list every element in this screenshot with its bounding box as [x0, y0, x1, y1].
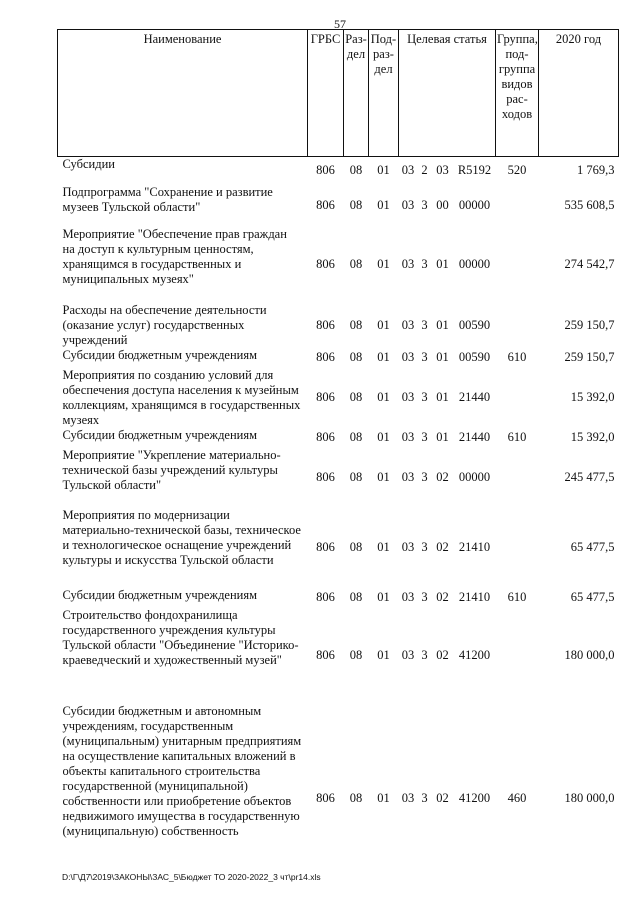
page-number: 57: [334, 17, 346, 31]
row-target-program: 03: [401, 198, 415, 212]
row-expense-group: [496, 303, 539, 348]
row-expense-group: 610: [507, 350, 527, 364]
row-target-program: 03: [401, 470, 415, 484]
row-expense-group: [496, 185, 539, 227]
row-target-direction: 21410: [458, 540, 491, 554]
header-expense-group: Группа, под-группа видов рас-ходов: [496, 30, 539, 157]
row-target-program: 03: [401, 257, 415, 271]
row-name: Мероприятия по модернизации материально-технической базы, техническое и технологическое оснащение учреждений культуры и искусства Тульской области: [62, 507, 301, 567]
row-target-direction: 00000: [458, 257, 491, 271]
row-sum: 15 392,0: [570, 430, 615, 444]
row-target-subprogram: 3: [421, 791, 428, 805]
table-row: [58, 508, 619, 588]
header-year-2020: 2020 год: [539, 30, 619, 157]
row-name: Субсидии: [62, 157, 115, 171]
table-row: [58, 608, 619, 704]
row-podrazdel: 01: [377, 390, 390, 404]
row-target-program: 03: [401, 350, 415, 364]
table-header-row: [58, 30, 619, 157]
row-sum: 274 542,7: [564, 257, 615, 271]
row-grbs: 806: [316, 430, 335, 444]
row-sum: 65 477,5: [570, 540, 615, 554]
row-target-event: 01: [436, 257, 449, 271]
row-grbs: 806: [316, 540, 335, 554]
row-razdel: 08: [349, 590, 363, 604]
row-podrazdel: 01: [377, 791, 390, 805]
row-target-program: 03: [401, 317, 415, 332]
row-razdel: 08: [349, 470, 363, 484]
row-target-direction: 00590: [458, 350, 491, 364]
row-target-event: 01: [436, 317, 449, 332]
row-grbs: 806: [316, 163, 335, 178]
row-expense-group: [496, 227, 539, 303]
row-target-program: 03: [401, 163, 415, 178]
row-podrazdel: 01: [377, 163, 390, 178]
row-name: Мероприятие "Обеспечение прав граждан на доступ к культурным ценностям, хранящимся в государственных и муниципальных музеях": [62, 226, 287, 286]
row-target-subprogram: 3: [421, 590, 428, 604]
header-grbs: ГРБС: [308, 30, 344, 157]
row-target-subprogram: 3: [421, 648, 428, 662]
row-podrazdel: 01: [377, 317, 390, 332]
row-expense-group: [496, 448, 539, 508]
row-target-program: 03: [401, 590, 415, 604]
table-row: [58, 368, 619, 428]
row-target-direction: 00000: [458, 198, 491, 212]
row-grbs: 806: [316, 198, 335, 212]
row-expense-group: [496, 368, 539, 428]
row-name: Субсидии бюджетным учреждениям: [62, 587, 258, 602]
row-grbs: 806: [316, 350, 335, 364]
row-target-subprogram: 3: [421, 430, 428, 444]
row-target-subprogram: 3: [421, 198, 428, 212]
row-name: Расходы на обеспечение деятельности (оказание услуг) государственных учреждений: [62, 302, 267, 347]
row-sum: 180 000,0: [564, 791, 615, 805]
row-sum: 180 000,0: [564, 648, 615, 662]
row-expense-group: 460: [507, 791, 527, 805]
row-sum: 1 769,3: [577, 163, 615, 178]
row-target-event: 03: [436, 163, 449, 178]
table-row: [58, 303, 619, 348]
row-target-direction: 00590: [458, 317, 491, 332]
row-name: Мероприятие "Укрепление материально-технической базы учреждений культуры Тульской области": [62, 447, 281, 492]
row-razdel: 08: [349, 390, 363, 404]
row-expense-group: [496, 508, 539, 588]
table-row: [58, 428, 619, 448]
row-target-event: 02: [436, 648, 449, 662]
row-target-program: 03: [401, 540, 415, 554]
row-target-subprogram: 3: [421, 540, 428, 554]
row-podrazdel: 01: [377, 430, 390, 444]
row-target-program: 03: [401, 390, 415, 404]
row-grbs: 806: [316, 390, 335, 404]
header-name: Наименование: [58, 30, 308, 157]
row-podrazdel: 01: [377, 590, 390, 604]
row-razdel: 08: [349, 198, 363, 212]
header-podrazdel: Под-раз-дел: [369, 30, 399, 157]
header-target-article: Целевая статья: [399, 30, 496, 157]
row-podrazdel: 01: [377, 350, 390, 364]
row-name: Строительство фондохранилища государственного учреждения культуры Тульской области "Объединение "Историко-краеведческий и художественный музей": [62, 607, 299, 667]
row-grbs: 806: [316, 470, 335, 484]
row-expense-group: 610: [507, 430, 527, 444]
row-grbs: 806: [316, 791, 335, 805]
row-sum: 535 608,5: [564, 198, 615, 212]
row-razdel: 08: [349, 791, 363, 805]
table-row: [58, 185, 619, 227]
row-podrazdel: 01: [377, 257, 390, 271]
row-podrazdel: 01: [377, 470, 390, 484]
budget-table: [57, 29, 619, 894]
row-target-program: 03: [401, 430, 415, 444]
table-row: [58, 227, 619, 303]
row-sum: 65 477,5: [570, 590, 615, 604]
table-row: [58, 704, 619, 894]
row-target-direction: 21410: [458, 590, 491, 604]
row-target-direction: 21440: [458, 390, 491, 404]
row-razdel: 08: [349, 257, 363, 271]
row-target-direction: 41200: [458, 648, 491, 662]
row-target-program: 03: [401, 648, 415, 662]
row-target-direction: 21440: [458, 430, 491, 444]
row-grbs: 806: [316, 590, 335, 604]
table-row: [58, 348, 619, 368]
row-sum: 245 477,5: [564, 470, 615, 484]
row-target-direction: 00000: [458, 470, 491, 484]
row-target-event: 02: [436, 791, 449, 805]
row-name: Субсидии бюджетным учреждениям: [62, 347, 258, 362]
row-target-subprogram: 3: [421, 470, 428, 484]
row-name: Субсидии бюджетным и автономным учреждениям, государственным (муниципальным) унитарным предприятиям на осуществление капитальных вложений в объекты капитального строительства государственной (муниципальной) собственности или приобретение объектов недвижимого имущества в государственную (муниципальную) собственность: [62, 703, 302, 838]
row-target-event: 01: [436, 430, 449, 444]
row-target-direction: R5192: [457, 163, 492, 178]
table-row: [58, 157, 619, 185]
row-target-subprogram: 3: [421, 317, 428, 332]
row-razdel: 08: [349, 430, 363, 444]
row-razdel: 08: [349, 163, 363, 178]
row-target-event: 02: [436, 470, 449, 484]
row-name: Подпрограмма "Сохранение и развитие музеев Тульской области": [62, 184, 273, 214]
row-razdel: 08: [349, 350, 363, 364]
row-expense-group: 610: [507, 590, 527, 604]
row-razdel: 08: [349, 648, 363, 662]
row-target-event: 01: [436, 390, 449, 404]
row-sum: 15 392,0: [570, 390, 615, 404]
row-target-subprogram: 3: [421, 350, 428, 364]
row-grbs: 806: [316, 317, 335, 332]
row-target-subprogram: 3: [421, 257, 428, 271]
header-razdel: Раз-дел: [344, 30, 369, 157]
row-name: Субсидии бюджетным учреждениям: [62, 427, 258, 442]
row-target-event: 02: [436, 590, 449, 604]
table-row: [58, 448, 619, 508]
row-target-program: 03: [401, 791, 415, 805]
file-path-footer: D:\Г\Д7\2019\ЗАКОНЫ\ЗАС_5\Бюджет ТО 2020-2022_3 чт\pr14.xls: [62, 872, 321, 882]
row-grbs: 806: [316, 257, 335, 271]
row-sum: 259 150,7: [564, 350, 615, 364]
row-razdel: 08: [349, 540, 363, 554]
row-expense-group: 520: [507, 163, 527, 178]
row-grbs: 806: [316, 648, 335, 662]
row-podrazdel: 01: [377, 540, 390, 554]
row-razdel: 08: [349, 317, 363, 332]
table-row: [58, 588, 619, 608]
row-target-subprogram: 3: [421, 390, 428, 404]
row-sum: 259 150,7: [564, 317, 615, 332]
row-podrazdel: 01: [377, 198, 390, 212]
row-target-event: 01: [436, 350, 449, 364]
row-target-direction: 41200: [458, 791, 491, 805]
row-target-event: 00: [436, 198, 449, 212]
row-expense-group: [496, 608, 539, 704]
row-target-event: 02: [436, 540, 449, 554]
row-podrazdel: 01: [377, 648, 390, 662]
row-name: Мероприятия по созданию условий для обеспечения доступа населения к музейным коллекциям, хранящимся в государственных музеях: [62, 367, 301, 427]
row-target-subprogram: 2: [421, 163, 428, 178]
